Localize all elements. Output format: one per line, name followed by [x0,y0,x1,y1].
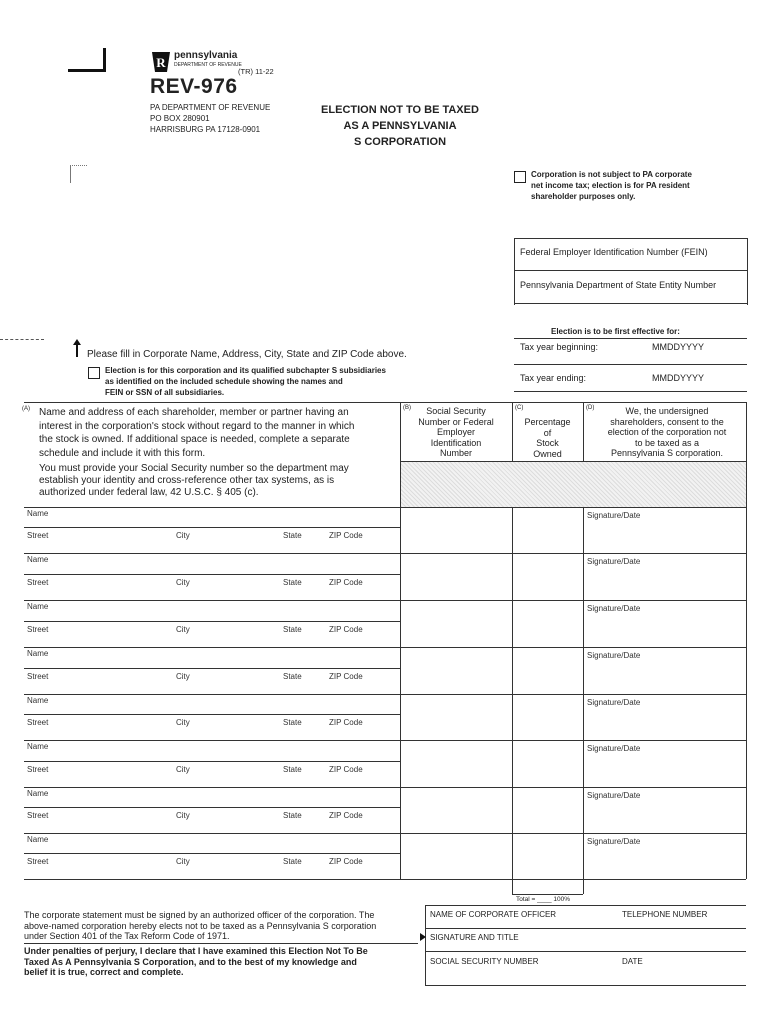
shareholder-name-field[interactable]: Name [27,649,49,658]
shareholder-state-field[interactable]: State [283,578,302,587]
shareholder-city-field[interactable]: City [176,578,190,587]
shareholder-name-field[interactable]: Name [27,789,49,798]
officer-ssn-field[interactable]: SOCIAL SECURITY NUMBER [430,957,539,966]
logo-subtitle: DEPARTMENT OF REVENUE [174,62,242,68]
shareholder-signature-field[interactable]: Signature/Date [587,837,641,846]
revision-code: (TR) 11-22 [238,67,274,76]
tax-year-begin-field[interactable]: MMDDYYYY [652,342,705,352]
col-c-marker: (C) [515,405,524,411]
sign-here-arrow-icon [420,933,426,941]
shareholder-state-field[interactable]: State [283,672,302,681]
shareholder-street-field[interactable]: Street [27,857,49,866]
shareholder-city-field[interactable]: City [176,765,190,774]
shareholder-signature-field[interactable]: Signature/Date [587,651,641,660]
shareholder-name-field[interactable]: Name [27,509,49,518]
shareholder-city-field[interactable]: City [176,531,190,540]
shareholder-city-field[interactable]: City [176,625,190,634]
shareholder-zip-field[interactable]: ZIP Code [329,578,363,587]
effective-heading: Election is to be first effective for: [551,327,680,336]
shareholder-street-field[interactable]: Street [27,625,49,634]
shareholder-street-field[interactable]: Street [27,578,49,587]
entity-number-field[interactable]: Pennsylvania Department of State Entity Number [520,280,717,290]
col-d-header: We, the undersigned shareholders, consent to the election of the corporation not to be taxed as a Pennsylvania S corporation. [607,406,727,458]
perforation-mark [0,339,44,340]
officer-name-field[interactable]: NAME OF CORPORATE OFFICER [430,910,557,919]
subsidiary-election-label: Election is for this corporation and its qualified subchapter S subsidiaries as identified on the included schedule showing the names and FEIN or SSN of all subsidiaries. [105,366,386,397]
mailing-address: PA DEPARTMENT OF REVENUE PO BOX 280901 HARRISBURG PA 17128-0901 [150,103,271,134]
shareholder-signature-field[interactable]: Signature/Date [587,698,641,707]
shareholder-city-field[interactable]: City [176,811,190,820]
shareholder-street-field[interactable]: Street [27,718,49,727]
shareholder-name-field[interactable]: Name [27,835,49,844]
total-percentage: Total = ____ 100% [516,896,571,903]
shareholder-signature-field[interactable]: Signature/Date [587,511,641,520]
subsidiary-election-checkbox[interactable] [88,367,100,379]
shareholder-signature-field[interactable]: Signature/Date [587,604,641,613]
corp-not-subject-checkbox[interactable] [514,171,526,183]
shareholder-name-field[interactable]: Name [27,696,49,705]
keystone-icon [150,50,172,74]
shareholder-zip-field[interactable]: ZIP Code [329,672,363,681]
shareholder-state-field[interactable]: State [283,765,302,774]
shareholder-signature-field[interactable]: Signature/Date [587,557,641,566]
shaded-area [401,462,746,507]
instruction-text: Please fill in Corporate Name, Address, City, State and ZIP Code above. [87,349,407,360]
tax-year-end-field[interactable]: MMDDYYYY [652,373,705,383]
shareholder-state-field[interactable]: State [283,531,302,540]
col-a-header: Name and address of each shareholder, member or partner having an interest in the corporation's stock without regard to the manner in which the stock is owned. If additional space is needed, complete a separate schedule and include it with this form. [39,407,355,459]
fein-field[interactable]: Federal Employer Identification Number (FEIN) [520,247,708,257]
shareholder-signature-field[interactable]: Signature/Date [587,744,641,753]
tax-year-end-label: Tax year ending: [520,373,587,383]
corner-mark-left [70,165,87,183]
shareholder-signature-field[interactable]: Signature/Date [587,791,641,800]
corporate-statement: The corporate statement must be signed by an authorized officer of the corporation. The above-named corporation hereby elects not to be taxed as a Pennsylvania S corporation under Section 401 of the Tax Reform Code of 1971. [24,910,377,941]
col-b-marker: (B) [403,405,411,411]
shareholder-zip-field[interactable]: ZIP Code [329,857,363,866]
shareholder-zip-field[interactable]: ZIP Code [329,625,363,634]
ssn-notice: You must provide your Social Security number so the department may establish your identity and cross-reference other tax systems, as is authorized under federal law, 42 U.S.C. § 405 (c). [39,463,349,498]
shareholder-state-field[interactable]: State [283,811,302,820]
col-a-marker: (A) [22,406,30,412]
shareholder-street-field[interactable]: Street [27,672,49,681]
shareholder-zip-field[interactable]: ZIP Code [329,811,363,820]
tax-year-begin-label: Tax year beginning: [520,342,599,352]
signature-title-field[interactable]: SIGNATURE AND TITLE [430,933,519,942]
shareholder-street-field[interactable]: Street [27,531,49,540]
date-field[interactable]: DATE [622,957,643,966]
perjury-statement: Under penalties of perjury, I declare that I have examined this Election Not To Be Taxed As A Pennsylvania S Corporation, and to the best of my knowledge and belief it is true, correct and complete. [24,946,368,977]
shareholder-state-field[interactable]: State [283,718,302,727]
shareholder-name-field[interactable]: Name [27,742,49,751]
col-d-marker: (D) [586,405,595,411]
shareholder-name-field[interactable]: Name [27,555,49,564]
shareholder-state-field[interactable]: State [283,625,302,634]
shareholder-zip-field[interactable]: ZIP Code [329,531,363,540]
svg-text:R: R [156,55,166,70]
form-number: REV-976 [150,75,238,98]
shareholder-zip-field[interactable]: ZIP Code [329,765,363,774]
col-c-header: Percentage of Stock Owned [524,417,571,459]
col-b-header: Social Security Number or Federal Employer Identification Number [418,406,494,458]
logo-name: pennsylvania [174,50,238,61]
shareholder-state-field[interactable]: State [283,857,302,866]
shareholder-zip-field[interactable]: ZIP Code [329,718,363,727]
shareholder-name-field[interactable]: Name [27,602,49,611]
up-arrow-icon [72,339,82,357]
shareholder-street-field[interactable]: Street [27,811,49,820]
shareholder-city-field[interactable]: City [176,672,190,681]
telephone-field[interactable]: TELEPHONE NUMBER [622,910,708,919]
corp-not-subject-label: Corporation is not subject to PA corporate net income tax; election is for PA resident shareholder purposes only. [531,170,692,201]
shareholder-street-field[interactable]: Street [27,765,49,774]
shareholder-city-field[interactable]: City [176,857,190,866]
shareholder-city-field[interactable]: City [176,718,190,727]
form-title: ELECTION NOT TO BE TAXED AS A PENNSYLVANIA S CORPORATION [321,104,479,148]
corner-mark-top [68,48,106,72]
